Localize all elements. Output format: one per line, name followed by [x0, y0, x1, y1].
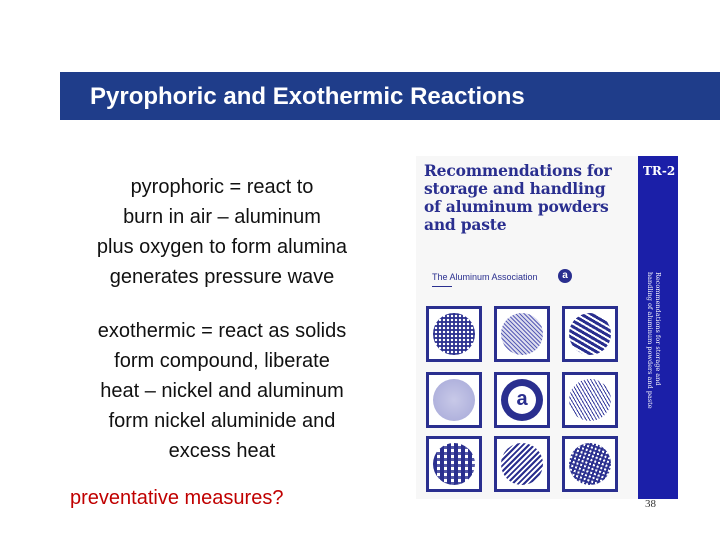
logo-disc — [501, 379, 543, 421]
spine-line: handling of aluminum powders and paste — [646, 272, 654, 409]
page-number: 38 — [645, 498, 656, 510]
sample-tile — [562, 436, 618, 492]
cover-title-line: storage and handling — [424, 179, 606, 198]
cover-spine — [638, 156, 678, 499]
preventative-measures-prompt: preventative measures? — [70, 487, 284, 509]
spine-text — [646, 272, 662, 409]
cover-title-line: Recommendations for — [424, 161, 612, 180]
sample-tile — [494, 436, 550, 492]
text-line: generates pressure wave — [109, 266, 335, 288]
spine-line: Recommendations for storage and — [654, 272, 662, 386]
sample-tile — [562, 372, 618, 428]
sample-tile — [562, 306, 618, 362]
publisher-name: The Aluminum Association — [432, 272, 538, 282]
text-line: heat – nickel and aluminum — [100, 380, 344, 402]
divider — [432, 286, 452, 287]
text-line: pyrophoric = react to — [130, 176, 314, 198]
title-bar — [60, 72, 720, 120]
report-code: TR-2 — [643, 164, 676, 178]
pyrophoric-paragraph — [58, 172, 386, 292]
sample-disc — [569, 379, 611, 421]
cover-title-line: and paste — [424, 215, 507, 234]
sample-disc — [501, 443, 543, 485]
sample-disc — [433, 443, 475, 485]
sample-tile — [426, 306, 482, 362]
report-cover-image — [416, 156, 678, 499]
text-line: excess heat — [168, 440, 276, 462]
sample-disc — [569, 313, 611, 355]
exothermic-paragraph — [58, 316, 386, 466]
cover-title-line: of aluminum powders — [424, 197, 609, 216]
sample-disc — [433, 379, 475, 421]
text-line: burn in air – aluminum — [123, 206, 321, 228]
slide-title: Pyrophoric and Exothermic Reactions — [90, 83, 525, 110]
material-sample-grid — [426, 306, 626, 492]
text-line: plus oxygen to form alumina — [96, 236, 348, 258]
sample-tile — [494, 372, 550, 428]
text-line: form compound, liberate — [114, 350, 330, 372]
text-line: form nickel aluminide and — [108, 410, 336, 432]
sample-disc — [433, 313, 475, 355]
sample-tile — [426, 372, 482, 428]
sample-disc — [569, 443, 611, 485]
text-line: exothermic = react as solids — [97, 320, 347, 342]
sample-tile — [494, 306, 550, 362]
sample-disc — [501, 313, 543, 355]
sample-tile — [426, 436, 482, 492]
aluminum-association-logo-icon: a — [508, 386, 536, 414]
aluminum-association-logo-icon: a — [558, 269, 572, 283]
cover-title — [424, 162, 638, 234]
